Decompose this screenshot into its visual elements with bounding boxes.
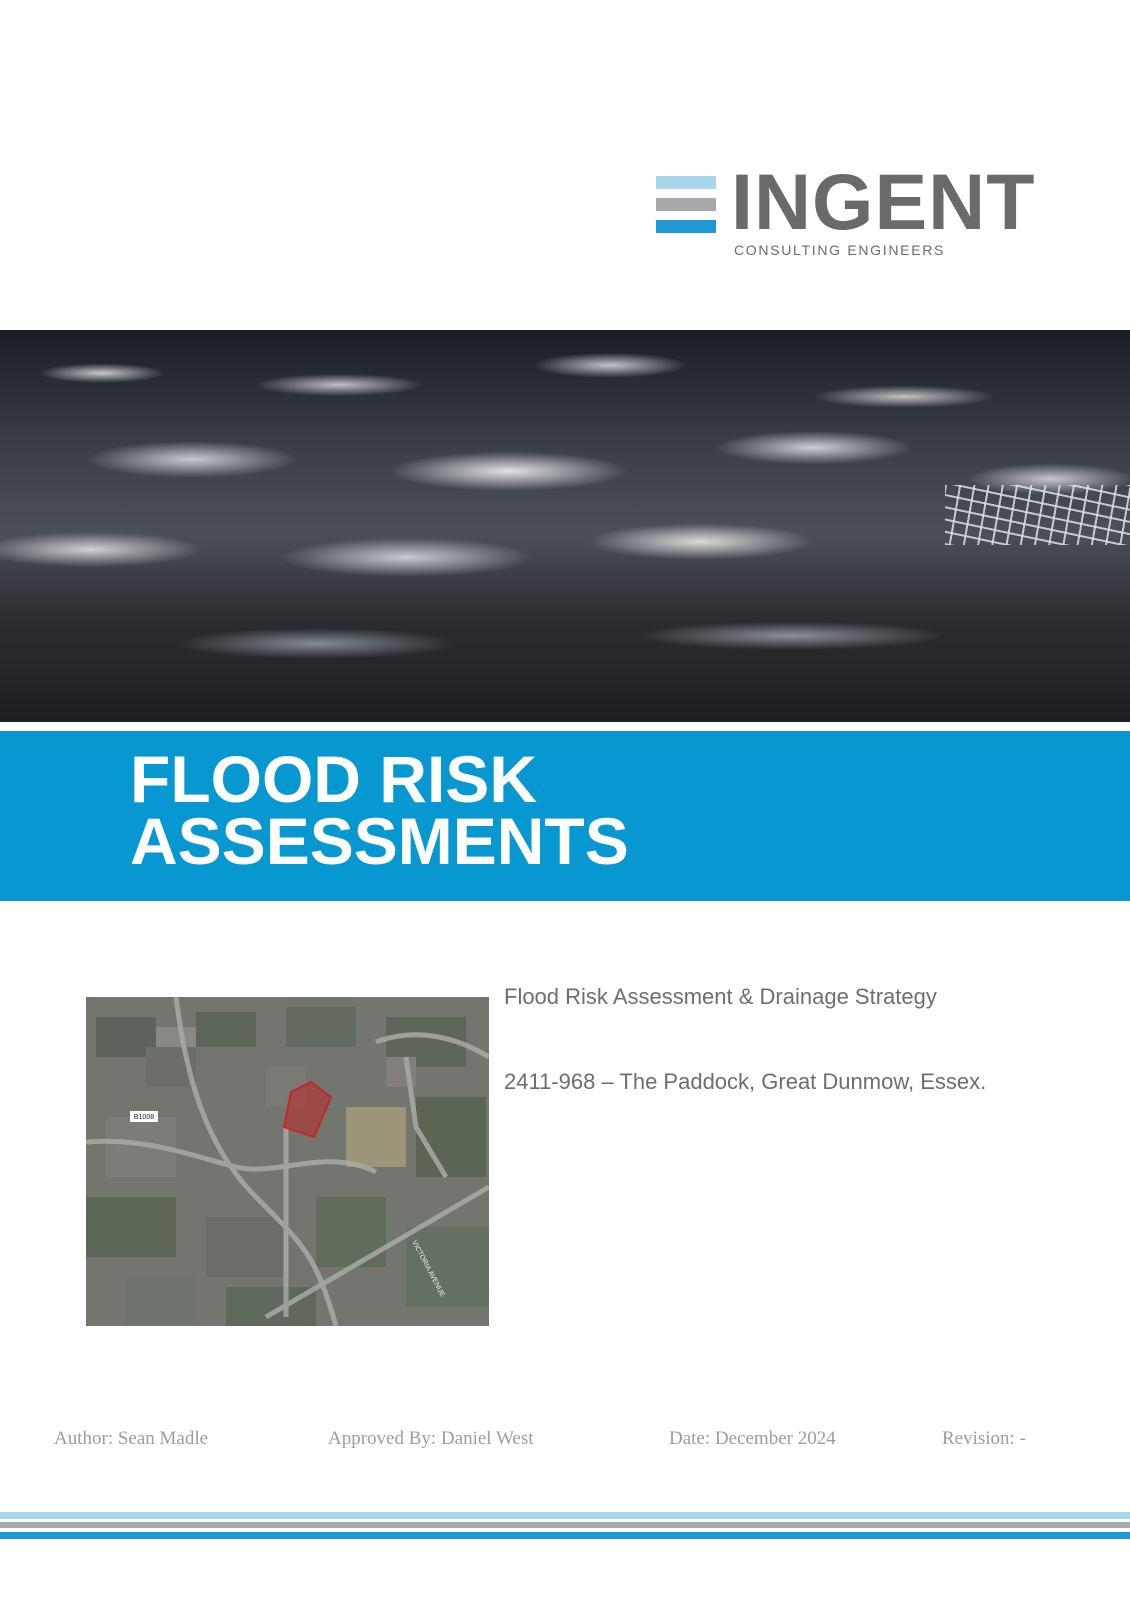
footer-stripe-light-blue <box>0 1512 1130 1519</box>
project-reference: 2411-968 – The Paddock, Great Dunmow, Essex. <box>504 1069 987 1094</box>
logo-stripe-light-blue <box>656 176 716 189</box>
map-street-label: VICTORIA AVENUE <box>410 1239 446 1299</box>
logo-stripes <box>656 176 716 234</box>
drain-grate <box>945 485 1130 545</box>
title-banner <box>0 731 1130 901</box>
document-subtitle: Flood Risk Assessment & Drainage Strategy <box>504 984 937 1009</box>
title-line-1: FLOOD RISK <box>130 742 537 816</box>
footer-stripe-grey <box>0 1522 1130 1528</box>
title-line-2: ASSESSMENTS <box>130 804 629 878</box>
author-field: Author: Sean Madle <box>54 1428 209 1449</box>
logo-stripe-blue <box>656 220 716 233</box>
site-location-map <box>86 997 489 1326</box>
logo-stripe-grey <box>656 198 716 211</box>
hero-water-photo <box>0 330 1130 722</box>
logo-wordmark: INGENT <box>731 157 1036 246</box>
date-field: Date: December 2024 <box>669 1428 836 1449</box>
approved-by-field: Approved By: Daniel West <box>328 1428 534 1449</box>
map-road-label: B1008 <box>133 1114 155 1121</box>
aerial-map-graphic <box>86 997 489 1326</box>
company-logo <box>656 157 1056 268</box>
logo-tagline: CONSULTING ENGINEERS <box>734 242 946 258</box>
revision-field: Revision: - <box>942 1428 1026 1449</box>
footer-stripe-blue <box>0 1532 1130 1539</box>
